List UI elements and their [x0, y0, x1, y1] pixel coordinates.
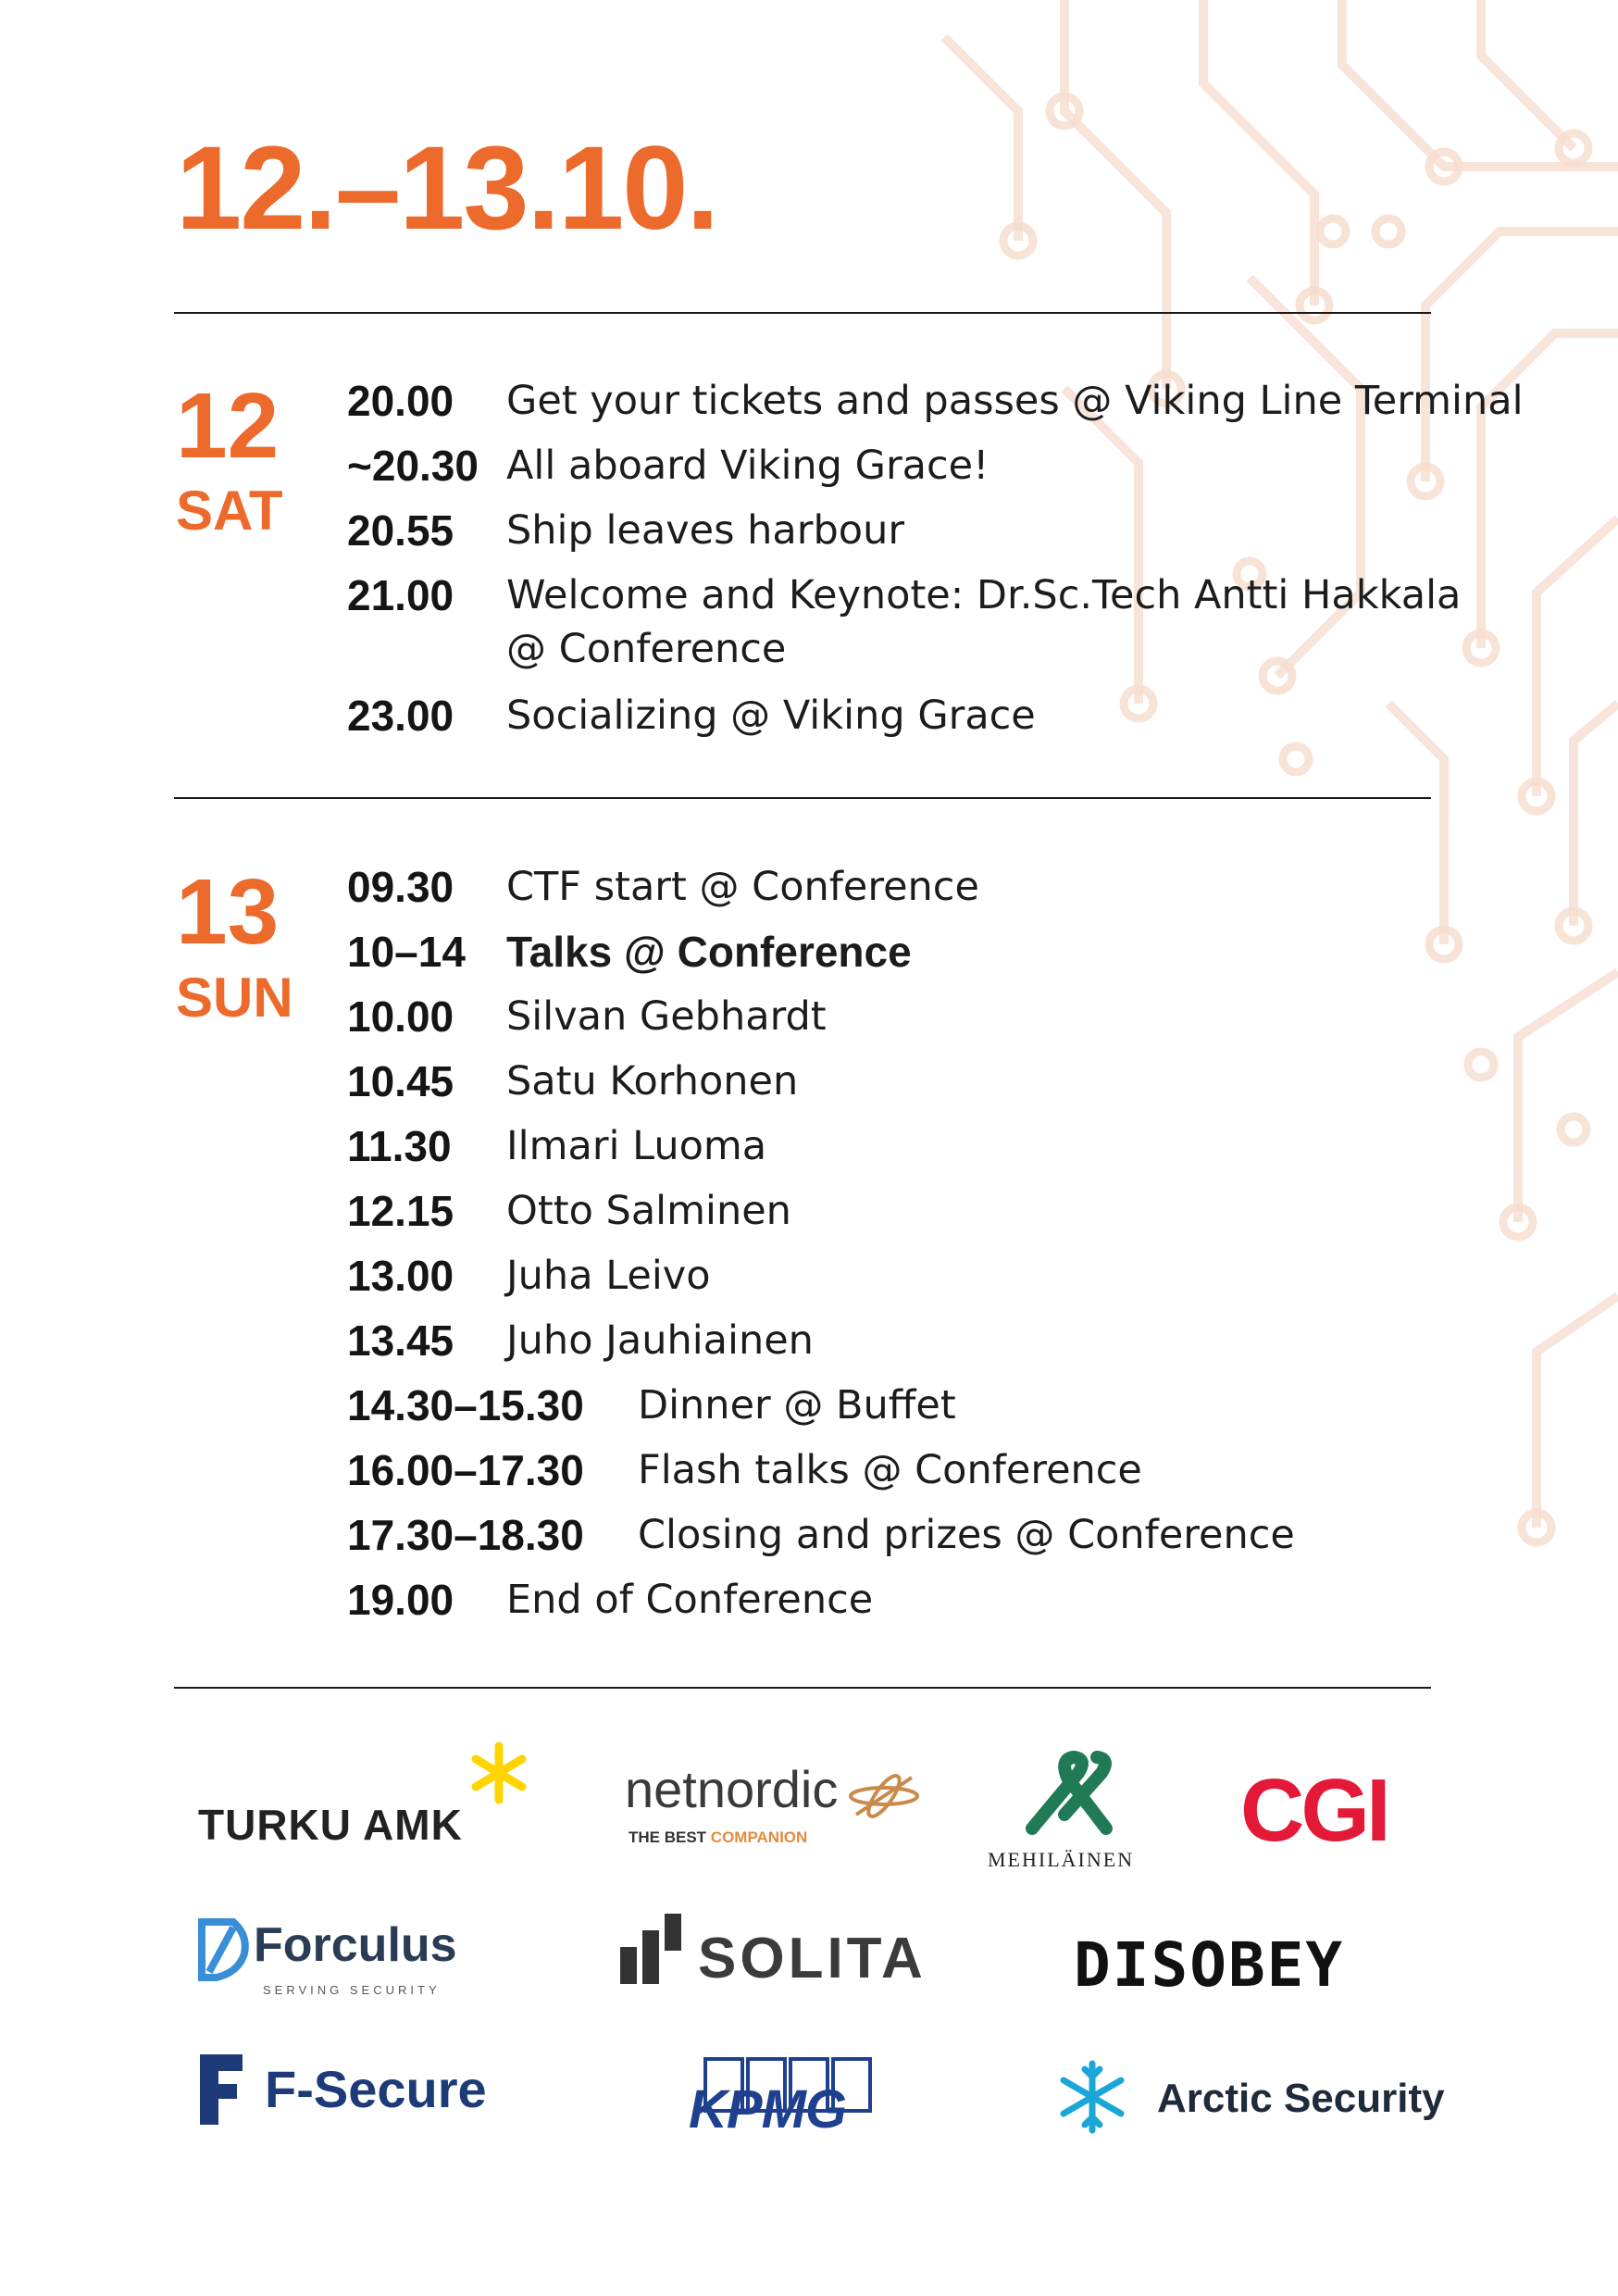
schedule-time: 23.00 [347, 692, 454, 740]
schedule-event: Get your tickets and passes @ Viking Line Terminal [506, 378, 1524, 424]
schedule-time: 11.30 [347, 1122, 452, 1170]
logo-disobey-text: DISOBEY [1074, 1929, 1345, 2001]
schedule-event: Silvan Gebhardt [506, 993, 827, 1040]
schedule-event: Otto Salminen [506, 1188, 791, 1234]
logo-mehilainen [986, 1750, 1157, 1875]
schedule-item [347, 1508, 1295, 1573]
schedule-item [347, 860, 979, 925]
logo-f-secure-text: F-Secure [265, 2060, 487, 2118]
schedule-time: 10.45 [347, 1057, 454, 1105]
divider-top [174, 312, 1431, 314]
schedule-time: 16.00–17.30 [347, 1446, 584, 1494]
logo-forculus-tagline: SERVING SECURITY [263, 1983, 441, 1997]
f-secure-mark-icon [196, 2051, 246, 2128]
logo-solita-text: SOLITA [698, 1927, 927, 1990]
logo-cgi-text: CGI [1240, 1761, 1388, 1860]
logo-turku-amk-text: TURKU AMK [198, 1801, 463, 1849]
logo-turku-amk [196, 1741, 539, 1870]
schedule-event: Closing and prizes @ Conference [638, 1512, 1295, 1558]
schedule-event: Socializing @ Viking Grace [506, 693, 1036, 739]
schedule-time: ~20.30 [347, 442, 479, 490]
schedule-time: 10–14 [347, 928, 466, 976]
logo-netnordic-tagline: THE BEST COMPANION [629, 1828, 808, 1846]
schedule-item [347, 439, 989, 504]
schedule-item [347, 568, 1461, 689]
date-range-title: 12.–13.10. [176, 122, 717, 255]
schedule-item [347, 1573, 873, 1638]
schedule-time: 13.00 [347, 1252, 454, 1300]
logo-forculus-text: Forculus [254, 1918, 457, 1972]
schedule-time: 12.15 [347, 1187, 454, 1235]
schedule-event: CTF start @ Conference [506, 864, 979, 910]
schedule-event: Ilmari Luoma [506, 1123, 767, 1169]
schedule-item [347, 1379, 956, 1443]
schedule-event-line: @ Conference [506, 626, 787, 673]
logo-cgi [1240, 1761, 1416, 1860]
day1-weekday: SAT [176, 480, 283, 542]
schedule-event: Ship leaves harbour [506, 507, 904, 554]
day2-weekday: SUN [176, 967, 293, 1029]
forculus-shield-icon [196, 1916, 252, 1981]
divider-bottom [174, 1687, 1431, 1689]
schedule-event: Dinner @ Buffet [638, 1382, 956, 1429]
logo-kpmg-text: KPMG [689, 2079, 846, 2140]
dragonfly-icon [847, 1768, 921, 1824]
schedule-event: Flash talks @ Conference [638, 1447, 1142, 1493]
logo-f-secure [196, 2051, 529, 2134]
logo-arctic-security [1055, 2060, 1445, 2143]
schedule-event [506, 568, 1461, 676]
divider-middle [174, 797, 1431, 799]
schedule-item [347, 1314, 814, 1379]
schedule-time: 17.30–18.30 [347, 1511, 584, 1559]
schedule-item [347, 1249, 711, 1314]
schedule-item [347, 1184, 791, 1249]
schedule-event: Satu Korhonen [506, 1058, 799, 1104]
schedule-time: 10.00 [347, 992, 454, 1041]
day1-number: 12 [176, 374, 280, 478]
logo-netnordic-text: netnordic [625, 1760, 839, 1818]
schedule-item [347, 925, 912, 990]
schedule-item [347, 1443, 1142, 1508]
logo-disobey [1074, 1928, 1416, 2002]
logo-arctic-security-text: Arctic Security [1157, 2076, 1445, 2121]
schedule-time: 19.00 [347, 1576, 454, 1624]
schedule-time: 20.55 [347, 506, 454, 555]
schedule-event: Talks @ Conference [506, 928, 912, 976]
schedule-event-line: Welcome and Keynote: Dr.Sc.Tech Antti Hakkala [506, 572, 1462, 618]
schedule-item [347, 374, 1524, 439]
schedule-item [347, 504, 904, 568]
asterisk-icon [467, 1741, 531, 1805]
schedule-time: 13.45 [347, 1316, 454, 1365]
logo-kpmg [687, 2057, 872, 2140]
logo-solita [618, 1912, 942, 2004]
schedule-time: 20.00 [347, 377, 454, 425]
schedule-event: Juha Leivo [506, 1253, 711, 1299]
schedule-item [347, 1119, 766, 1184]
logo-netnordic [625, 1760, 921, 1866]
mehilainen-emblem-icon [1014, 1750, 1125, 1838]
schedule-time: 09.30 [347, 863, 454, 911]
schedule-item [347, 1054, 798, 1119]
logo-mehilainen-text: MEHILÄINEN [988, 1848, 1135, 1871]
schedule-event: Juho Jauhiainen [506, 1317, 814, 1364]
schedule-event: All aboard Viking Grace! [506, 443, 989, 489]
schedule-item [347, 689, 1036, 754]
day2-number: 13 [176, 860, 280, 964]
logo-forculus [196, 1912, 474, 2004]
snowflake-icon [1055, 2060, 1129, 2134]
schedule-time: 14.30–15.30 [347, 1381, 584, 1429]
schedule-item [347, 990, 827, 1054]
schedule-event: End of Conference [506, 1577, 874, 1623]
schedule-time: 21.00 [347, 571, 454, 619]
solita-bars-icon [618, 1912, 683, 1986]
